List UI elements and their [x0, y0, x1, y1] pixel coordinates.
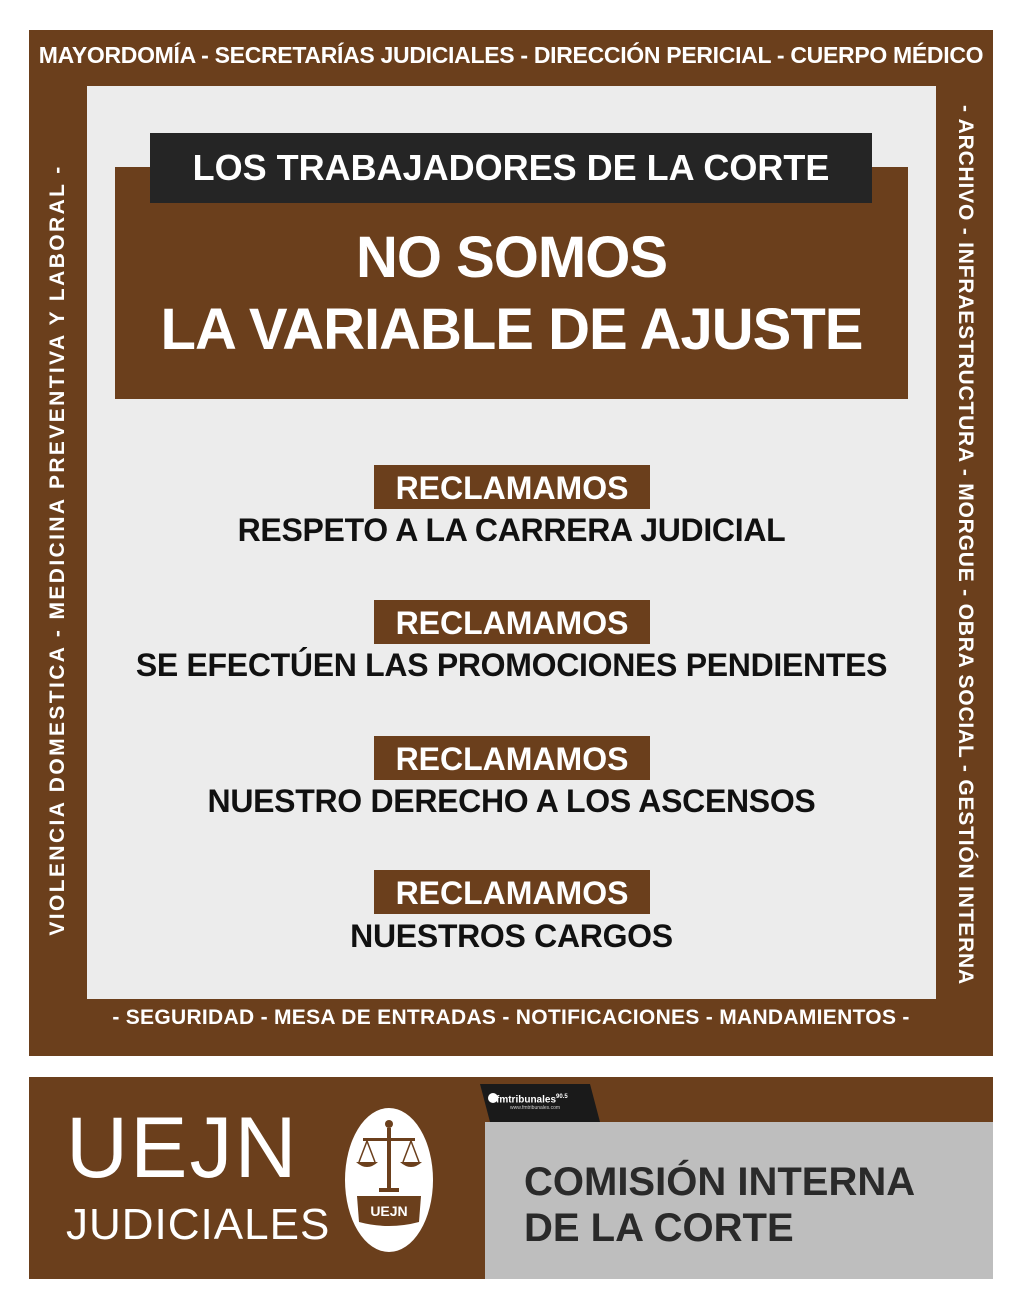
- radio-name: fmtribunales: [496, 1094, 557, 1106]
- claim-text-2: SE EFECTÚEN LAS PROMOCIONES PENDIENTES: [135, 647, 888, 683]
- radio-url: www.fmtribunales.com: [510, 1105, 561, 1111]
- claim-tag-1: RECLAMAMOS: [374, 465, 650, 509]
- claim-text-1: RESPETO A LA CARRERA JUDICIAL: [237, 512, 786, 548]
- scales-of-justice-logo-icon: [343, 1104, 435, 1256]
- radio-frequency: 90.5: [556, 1094, 568, 1100]
- claim-text-4: NUESTROS CARGOS: [350, 918, 673, 954]
- commission-line-1: COMISIÓN INTERNA: [524, 1160, 916, 1204]
- radio-logo-text: [496, 1094, 568, 1105]
- org-name: UEJN: [66, 1100, 299, 1196]
- commission-title: [524, 1159, 915, 1251]
- border-text-top: MAYORDOMÍA - SECRETARÍAS JUDICIALES - DIRECCIÓN PERICIAL - CUERPO MÉDICO: [38, 42, 984, 68]
- border-text-left: VIOLENCIA DOMESTICA - MEDICINA PREVENTIVA Y LABORAL -: [46, 164, 69, 936]
- headline: [115, 222, 908, 366]
- border-text-right: - ARCHIVO - INFRAESTRUCTURA - MORGUE - OBRA SOCIAL - GESTIÓN INTERNA: [954, 105, 977, 985]
- commission-line-2: DE LA CORTE: [524, 1206, 794, 1250]
- headline-line-2: LA VARIABLE DE AJUSTE: [160, 297, 863, 362]
- org-subtitle: JUDICIALES: [66, 1200, 331, 1249]
- claim-tag-2: RECLAMAMOS: [374, 600, 650, 644]
- banner-subtitle: LOS TRABAJADORES DE LA CORTE: [150, 133, 872, 203]
- claim-tag-4: RECLAMAMOS: [374, 870, 650, 914]
- headline-line-1: NO SOMOS: [355, 225, 668, 290]
- claim-text-3: NUESTRO DERECHO A LOS ASCENSOS: [207, 783, 816, 819]
- claim-tag-3: RECLAMAMOS: [374, 736, 650, 780]
- logo-text: UEJN: [370, 1203, 408, 1219]
- border-text-bottom: - SEGURIDAD - MESA DE ENTRADAS - NOTIFICACIONES - MANDAMIENTOS -: [112, 1006, 910, 1029]
